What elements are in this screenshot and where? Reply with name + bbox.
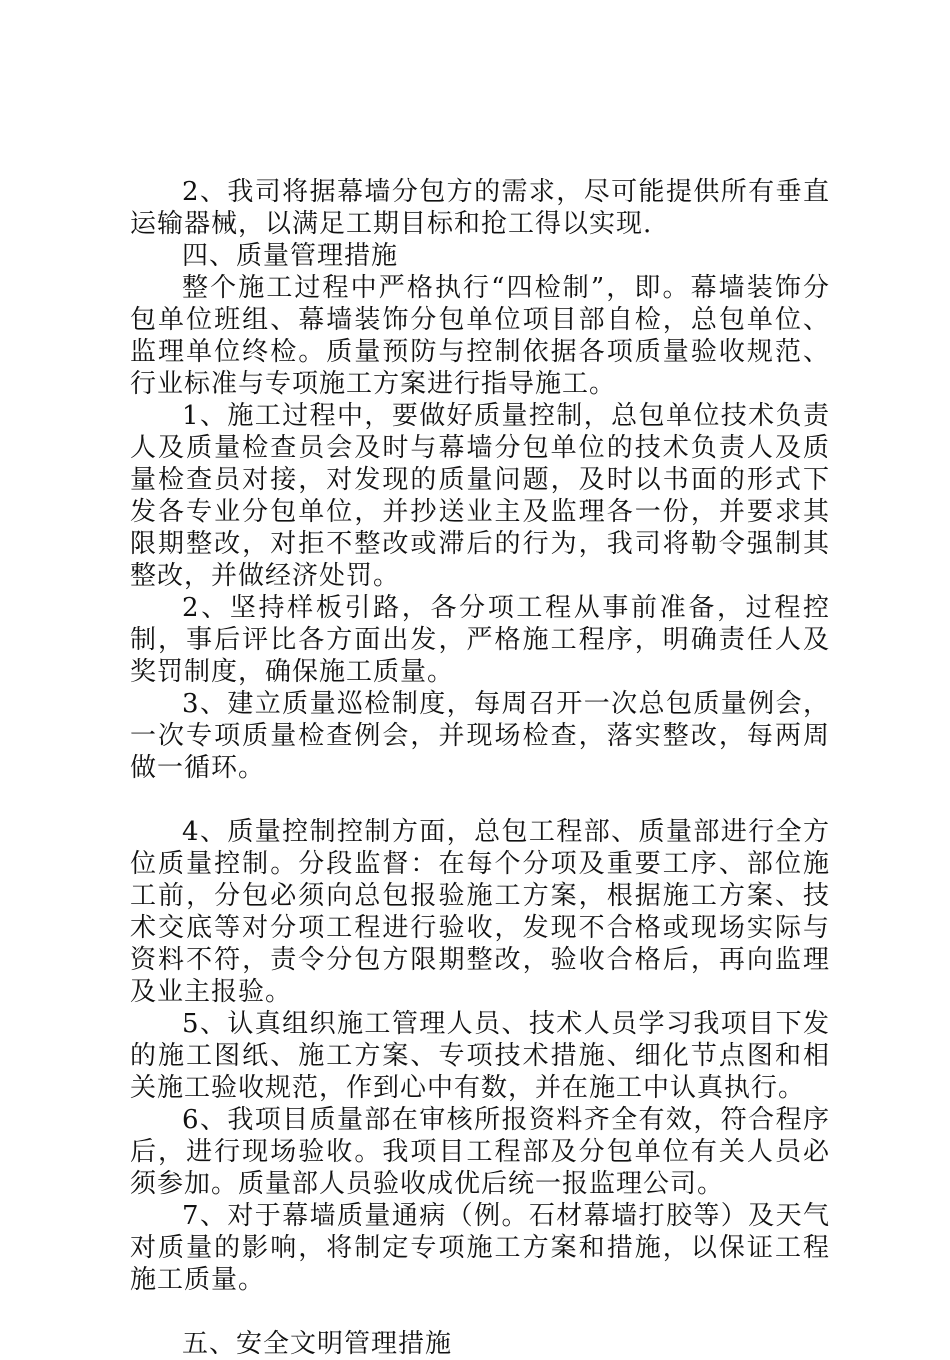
quality-item-5: 5、认真组织施工管理人员、技术人员学习我项目下发的施工图纸、施工方案、专项技术措施、细化节点图和相关施工验收规范，作到心中有数，并在施工中认真执行。	[130, 1009, 830, 1103]
quality-item-2: 2、坚持样板引路，各分项工程从事前准备，过程控制，事后评比各方面出发，严格施工程序，明确责任人及奖罚制度，确保施工质量。	[130, 593, 830, 687]
quality-item-6: 6、我项目质量部在审核所报资料齐全有效，符合程序后，进行现场验收。我项目工程部及分包单位有关人员必须参加。质量部人员验收成优后统一报监理公司。	[130, 1105, 830, 1199]
blank-line	[130, 1296, 830, 1328]
quality-item-1: 1、施工过程中，要做好质量控制，总包单位技术负责人及质量检查员会及时与幕墙分包单位的技术负责人及质量检查员对接，对发现的质量问题，及时以书面的形式下发各专业分包单位，并抄送业主及监理各一份，并要求其限期整改，对拒不整改或滞后的行为，我司将勒令强制其整改，并做经济处罚。	[130, 401, 830, 591]
quality-item-4: 4、质量控制控制方面，总包工程部、质量部进行全方位质量控制。分段监督：在每个分项及重要工序、部位施工前，分包必须向总包报验施工方案，根据施工方案、技术交底等对分项工程进行验收，发现不合格或现场实际与资料不符，责令分包方限期整改，验收合格后，再向监理及业主报验。	[130, 817, 830, 1007]
section-heading-safety: 五、安全文明管理措施	[182, 1329, 453, 1359]
blank-line	[130, 784, 830, 816]
quality-item-3: 3、建立质量巡检制度，每周召开一次总包质量例会，一次专项质量检查例会，并现场检查，落实整改，每两周做一循环。	[130, 689, 830, 783]
document-body	[130, 176, 830, 1360]
paragraph-vertical-transport: 2、我司将据幕墙分包方的需求，尽可能提供所有垂直运输器械，以满足工期目标和抢工得以实现.	[130, 177, 830, 239]
paragraph-quality-intro: 整个施工过程中严格执行“四检制”，即。幕墙装饰分包单位班组、幕墙装饰分包单位项目部自检，总包单位、监理单位终检。质量预防与控制依据各项质量验收规范、行业标准与专项施工方案进行指导施工。	[130, 273, 830, 399]
quality-item-7: 7、对于幕墙质量通病（例。石材幕墙打胶等）及天气对质量的影响，将制定专项施工方案和措施，以保证工程施工质量。	[130, 1201, 830, 1295]
section-heading-quality: 四、质量管理措施	[182, 241, 399, 271]
